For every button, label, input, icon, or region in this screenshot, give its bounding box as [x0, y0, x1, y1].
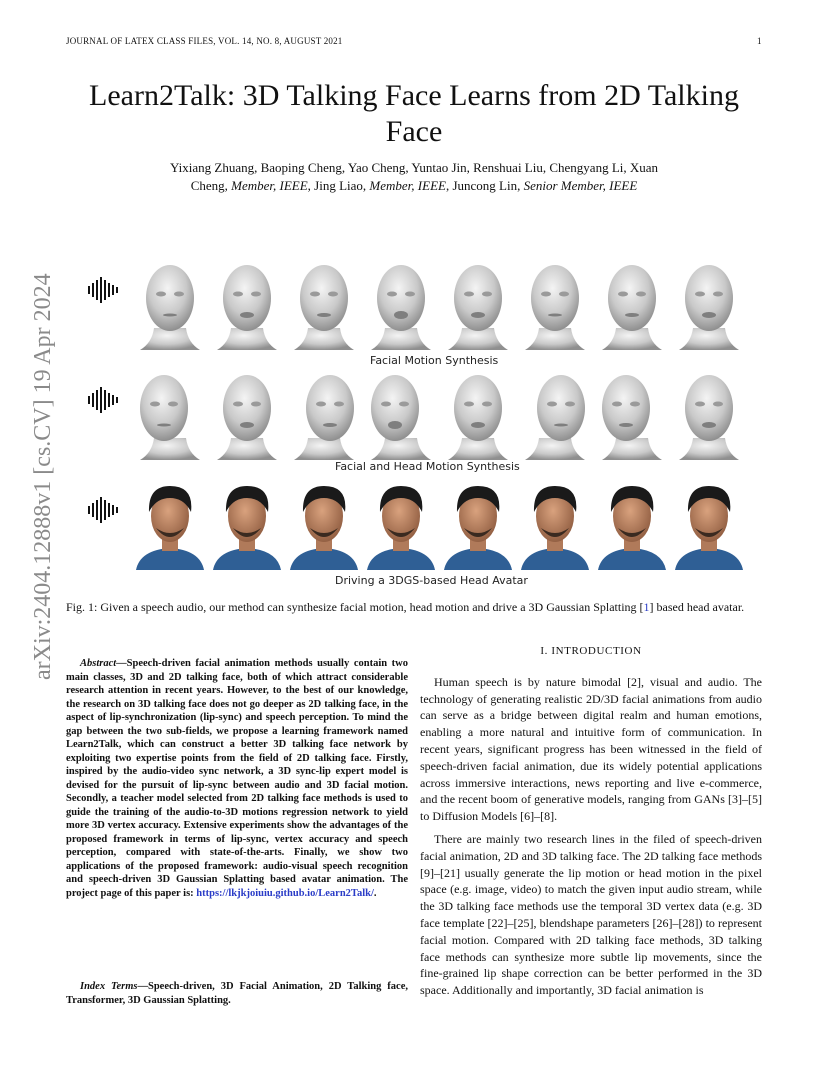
face-mesh-render — [294, 265, 354, 350]
index-terms-label: Index Terms — [80, 981, 138, 992]
face-mesh-render — [217, 375, 277, 460]
head-avatar-render — [521, 486, 589, 570]
index-terms: Index Terms—Speech-driven, 3D Facial Animation, 2D Talking face, Transformer, 3D Gaussian Splatting. — [66, 981, 408, 1006]
head-avatar-render — [598, 486, 666, 570]
face-mesh-render — [371, 375, 431, 460]
head-avatar-render — [367, 486, 435, 570]
head-avatar-render — [136, 486, 204, 570]
teaser-figure — [80, 253, 750, 593]
intro-paragraph-2: There are mainly two research lines in the filed of speech-driven facial animation, 2D and 3D talking face. The 2D talking face methods [9]–[21] usually generate the lip motion or head motion in the pixel space (e.g. image, video) to match the given input audio stream, while the 3D talking face methods use the temporal 3D vertex data (e.g. 3D face template [22]–[25], blendshape parameters [26]–[28]) to represent facial motion. Compared with 2D talking face methods, 3D talking face methods can synthesize more subtle lip movements, since the fine-grained lip shape correction can be better performed in the 3D space. Additionally and importantly, 3D facial animation is — [420, 831, 762, 998]
abstract-label: Abstract — [80, 658, 117, 669]
head-avatar-render — [444, 486, 512, 570]
head-avatar-render — [290, 486, 358, 570]
teaser-figure-graphics — [80, 253, 750, 593]
row1-label: Facial Motion Synthesis — [370, 354, 499, 367]
face-mesh-render — [602, 265, 662, 350]
running-header: JOURNAL OF LATEX CLASS FILES, VOL. 14, NO. 8, AUGUST 2021 — [66, 36, 343, 46]
face-mesh-render — [602, 375, 662, 460]
face-mesh-render — [371, 265, 431, 350]
face-mesh-render — [448, 265, 508, 350]
face-mesh-render — [140, 375, 200, 460]
abstract: Abstract—Speech-driven facial animation methods usually contain two main classes, 3D and 2D talking face, both of which attract considerable research attention in recent years. However, to the best of our knowledge, the research on 3D talking face does not go deeper as 2D talking face, in the aspect of lip-synchronization (lip-sync) and speech perception. To mind the gap between the two sub-fields, we propose a learning framework named Learn2Talk, which can construct a better 3D talking face network by exploiting two expertise points from the field of 2D talking face. Firstly, inspired by the audio-video sync network, a 3D sync-lip expert model is devised for the pursuit of lip-sync between audio and 3D facial motion. Secondly, a teacher model selected from 2D talking face methods is used to guide the training of the audio-to-3D motions regression network to yield more 3D vertex accuracy. Extensive experiments show the advantages of the proposed framework in terms of lip-sync, vertex accuracy and speech perception, compared with state-of-the-arts. Finally, we show two applications of the proposed framework: audio-visual speech recognition and speech-driven 3D Gaussian Splatting based avatar animation. The project page of this paper is: https://lkjkjoiuiu.github.io/Learn2Talk/. — [66, 658, 408, 899]
face-mesh-render — [217, 265, 277, 350]
face-mesh-render — [140, 265, 200, 350]
face-mesh-render — [679, 375, 739, 460]
arxiv-stamp: arXiv:2404.12888v1 [cs.CV] 19 Apr 2024 — [30, 273, 56, 680]
project-page-link[interactable]: https://lkjkjoiuiu.github.io/Learn2Talk/ — [196, 887, 374, 899]
face-mesh-render — [448, 375, 508, 460]
head-avatar-render — [213, 486, 281, 570]
section-heading: I. INTRODUCTION — [540, 645, 642, 657]
citation-link[interactable]: 1 — [643, 600, 650, 614]
authors-line-1: Yixiang Zhuang, Baoping Cheng, Yao Cheng, Yuntao Jin, Renshuai Liu, Chengyang Li, Xuan — [169, 160, 659, 175]
face-mesh-render — [294, 375, 354, 460]
intro-paragraph-1: Human speech is by nature bimodal [2], visual and audio. The technology of generating realistic 2D/3D facial animations from audio can serve as a bridge between digital realm and human emotions, enabling a more natural and intuitive form of communication. In recent years, significant progress has been witnessed in the field of speech-driven facial animation, due its widely potential applications across immersive interactions, news reporting and live e-commerce, and the recent boom of generative models, ranging from GANs [3]–[5] to Diffusion Models [6]–[8]. — [420, 674, 762, 824]
paper-title: Learn2Talk: 3D Talking Face Learns from 2D Talking Face — [89, 79, 739, 148]
row3-label: Driving a 3DGS-based Head Avatar — [335, 574, 528, 587]
author-list — [70, 159, 758, 195]
row2-label: Facial and Head Motion Synthesis — [335, 460, 520, 473]
introduction — [420, 643, 762, 1005]
face-mesh-render — [525, 375, 585, 460]
abstract-text: —Speech-driven facial animation methods usually contain two main classes, 3D and 2D talking face, both of which attract considerable research attention in recent years. However, to the best of our knowledge, the research on 3D talking face does not go deeper as 2D talking face, in the aspect of lip-synchronization (lip-sync) and speech perception. To mind the gap between the two sub-fields, we propose a learning framework named Learn2Talk, which can construct a better 3D talking face network by exploiting two expertise points from the field of 2D talking face. Firstly, inspired by the audio-video sync network, a 3D sync-lip expert model is devised for the pursuit of lip-sync between audio and 3D facial motion. Secondly, a teacher model selected from 2D talking face methods is used to guide the training of the audio-to-3D motions regression network to yield more 3D vertex accuracy. Extensive experiments show the advantages of the proposed framework in terms of lip-sync, vertex accuracy and speech perception, compared with state-of-the-arts. Finally, we show two applications of the proposed framework: audio-visual speech recognition and speech-driven 3D Gaussian Splatting based avatar animation. The project page of this paper is: — [66, 658, 408, 899]
audio-waveform-icon — [88, 497, 118, 523]
audio-waveform-icon — [88, 277, 118, 303]
face-mesh-render — [679, 265, 739, 350]
figure-caption: Fig. 1: Given a speech audio, our method can synthesize facial motion, head motion and drive a 3D Gaussian Splatting [1] based head avatar. — [66, 600, 745, 614]
authors-line-2: Cheng, Member, IEEE, Jing Liao, Member, IEEE, Juncong Lin, Senior Member, IEEE — [190, 178, 638, 193]
face-mesh-render — [525, 265, 585, 350]
audio-waveform-icon — [88, 387, 118, 413]
head-avatar-render — [675, 486, 743, 570]
page-number: 1 — [757, 36, 762, 46]
